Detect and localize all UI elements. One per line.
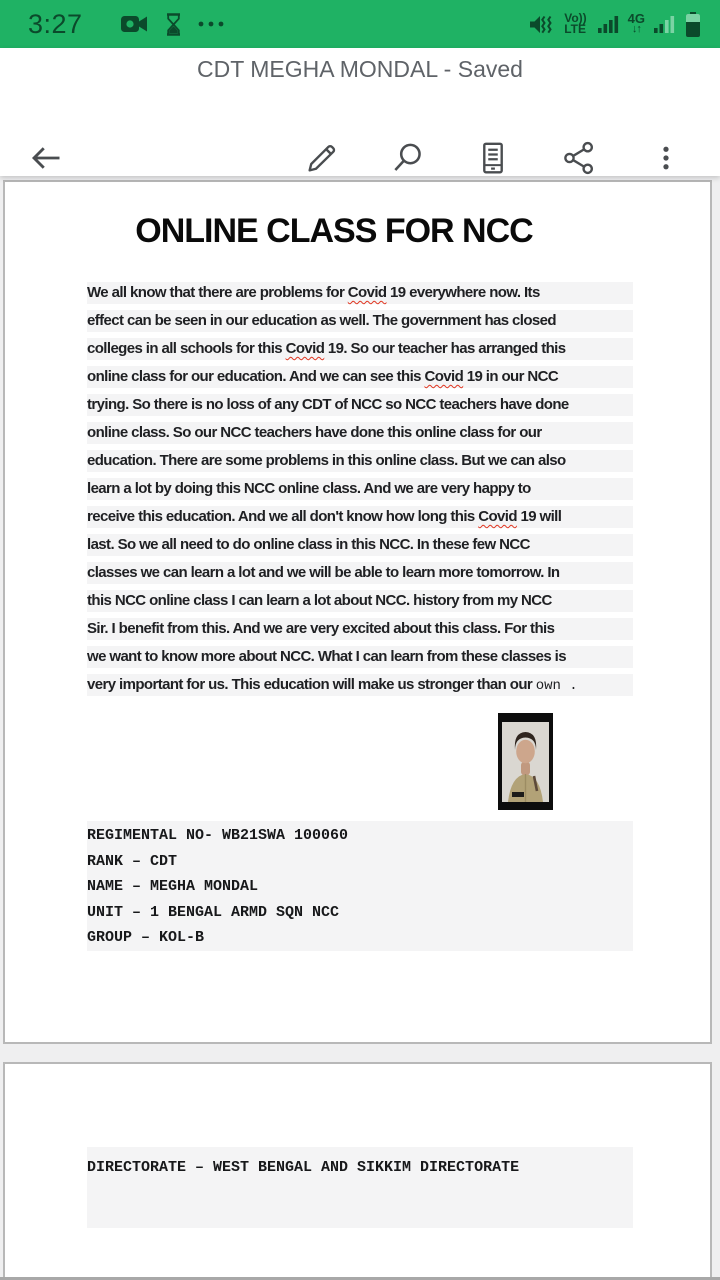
battery-icon	[686, 12, 700, 37]
paragraph-line[interactable]: receive this education. And we all don't know how long this Covid 19 will	[87, 506, 633, 528]
page-layout-icon	[474, 139, 512, 177]
paragraph-line[interactable]: trying. So there is no loss of any CDT of NCC so NCC teachers have done	[87, 394, 633, 416]
paragraph-line[interactable]: last. So we all need to do online class in this NCC. In these few NCC	[87, 534, 633, 556]
document-heading[interactable]: ONLINE CLASS FOR NCC	[135, 212, 533, 250]
paragraph-line[interactable]: education. There are some problems in this online class. But we can also	[87, 450, 633, 472]
info-line: RANK – CDT	[87, 852, 178, 870]
info-line: REGIMENTAL NO- WB21SWA 100060	[87, 827, 349, 844]
misspelled-word: Covid	[424, 368, 464, 385]
paragraph-line[interactable]: very important for us. This education will make us stronger than our own .	[87, 674, 633, 696]
paragraph-line[interactable]: online class for our education. And we can see this Covid 19 in our NCC	[87, 366, 633, 388]
paragraph-line[interactable]: this NCC online class I can learn a lot about NCC. history from my NCC	[87, 590, 633, 612]
misspelled-word: Covid	[285, 340, 325, 357]
paragraph-line[interactable]: colleges in all schools for this Covid 19. So our teacher has arranged this	[87, 338, 633, 360]
paragraph-line[interactable]: we want to know more about NCC. What I can learn from these classes is	[87, 646, 633, 668]
signal-strength-sim2-icon	[654, 14, 675, 34]
overflow-menu-button[interactable]	[644, 136, 688, 180]
signal-strength-sim1-icon	[598, 14, 619, 34]
ellipsis-icon	[198, 21, 224, 27]
paragraph-line[interactable]: We all know that there are problems for Covid 19 everywhere now. Its	[87, 282, 633, 304]
misspelled-word: Covid	[347, 284, 387, 301]
document-canvas[interactable]	[0, 176, 720, 1280]
regimental-info-block[interactable]	[87, 821, 633, 951]
mono-text-fragment: own .	[535, 678, 578, 694]
document-page-2[interactable]	[3, 1062, 712, 1280]
page-layout-button[interactable]	[471, 136, 515, 180]
info-line: NAME – MEGHA MONDAL	[87, 878, 259, 896]
back-button[interactable]	[24, 136, 68, 180]
back-arrow-icon	[28, 140, 64, 176]
directorate-block[interactable]	[87, 1147, 633, 1228]
info-line: GROUP – KOL-B	[87, 929, 205, 947]
4g-data-indicator: 4G ↓↑	[627, 11, 645, 35]
paragraph-line[interactable]: classes we can learn a lot and we will be able to learn more tomorrow. In	[87, 562, 633, 584]
share-icon	[560, 139, 598, 177]
paragraph-line[interactable]: effect can be seen in our education as well. The government has closed	[87, 310, 633, 332]
clock: 3:27	[28, 8, 83, 39]
mute-vibrate-icon	[529, 12, 553, 37]
directorate-line: DIRECTORATE – WEST BENGAL AND SIKKIM DIRECTORATE	[87, 1159, 520, 1176]
search-icon	[389, 139, 427, 177]
app-bar	[0, 48, 720, 176]
video-camera-icon	[121, 14, 148, 34]
overflow-menu-icon	[651, 141, 681, 175]
cadet-photo[interactable]	[498, 713, 553, 810]
share-button[interactable]	[557, 136, 601, 180]
search-button[interactable]	[386, 136, 430, 180]
pencil-icon	[303, 139, 341, 177]
paragraph-line[interactable]: learn a lot by doing this NCC online class. And we are very happy to	[87, 478, 633, 500]
document-page-1[interactable]	[3, 180, 712, 1044]
paragraph[interactable]	[87, 282, 633, 702]
document-title: CDT MEGHA MONDAL - Saved	[197, 56, 523, 82]
paragraph-line[interactable]: Sir. I benefit from this. And we are very excited about this class. For this	[87, 618, 633, 640]
edit-button[interactable]	[300, 136, 344, 180]
status-bar	[0, 0, 720, 48]
paragraph-line[interactable]: online class. So our NCC teachers have done this online class for our	[87, 422, 633, 444]
volte-indicator: Vo)) LTE	[564, 11, 587, 36]
misspelled-word: Covid	[478, 508, 517, 525]
info-line: UNIT – 1 BENGAL ARMD SQN NCC	[87, 903, 340, 921]
hourglass-icon	[165, 13, 182, 36]
